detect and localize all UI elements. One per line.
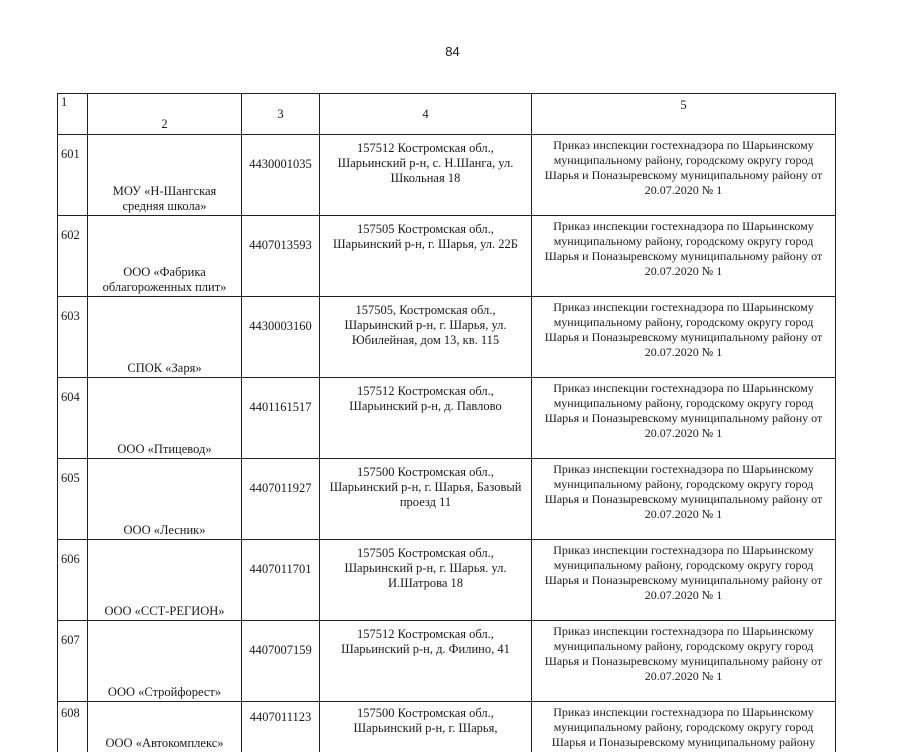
header-col-5: 5 [532,94,836,135]
header-col-1: 1 [58,94,88,135]
header-col-2: 2 [88,94,242,135]
inn-code: 4430001035 [242,135,320,216]
row-number: 606 [58,540,88,621]
table-row [58,621,836,702]
address: 157512 Костромская обл., Шарьинский р-н, д. Филино, 41 [320,621,532,702]
header-col-4: 4 [320,94,532,135]
header-row [58,94,836,135]
address: 157505 Костромская обл., Шарьинский р-н, г. Шарья. ул. И.Шатрова 18 [320,540,532,621]
organization-name: ООО «Автокомплекс» [88,702,242,752]
registry-table [57,93,836,752]
row-number: 608 [58,702,88,752]
address: 157500 Костромская обл., Шарьинский р-н, г. Шарья, [320,702,532,752]
basis-document: Приказ инспекции гостехнадзора по Шарьинскому муниципальному району, городскому округу город Шарья и Поназыревскому муниципальному району от 20.07.2020 № 1 [532,540,836,621]
address: 157505 Костромская обл., Шарьинский р-н, г. Шарья, ул. 22Б [320,216,532,297]
inn-code: 4401161517 [242,378,320,459]
page-number: 84 [0,44,905,59]
basis-document: Приказ инспекции гостехнадзора по Шарьинскому муниципальному району, городскому округу город Шарья и Поназыревскому муниципальному району от 20.07.2020 № 1 [532,459,836,540]
organization-name: ООО «Лесник» [88,459,242,540]
address: 157500 Костромская обл., Шарьинский р-н, г. Шарья, Базовый проезд 11 [320,459,532,540]
organization-name: ООО «Фабрика облагороженных плит» [88,216,242,297]
inn-code: 4407013593 [242,216,320,297]
basis-document: Приказ инспекции гостехнадзора по Шарьинскому муниципальному району, городскому округу город Шарья и Поназыревскому муниципальному району [532,702,836,752]
table-row [58,135,836,216]
basis-document: Приказ инспекции гостехнадзора по Шарьинскому муниципальному району, городскому округу город Шарья и Поназыревскому муниципальному району от 20.07.2020 № 1 [532,378,836,459]
address: 157512 Костромская обл., Шарьинский р-н, с. Н.Шанга, ул. Школьная 18 [320,135,532,216]
row-number: 604 [58,378,88,459]
row-number: 601 [58,135,88,216]
row-number: 603 [58,297,88,378]
inn-code: 4407007159 [242,621,320,702]
basis-document: Приказ инспекции гостехнадзора по Шарьинскому муниципальному району, городскому округу город Шарья и Поназыревскому муниципальному району от 20.07.2020 № 1 [532,621,836,702]
basis-document: Приказ инспекции гостехнадзора по Шарьинскому муниципальному району, городскому округу город Шарья и Поназыревскому муниципальному району от 20.07.2020 № 1 [532,135,836,216]
table-row [58,540,836,621]
address: 157505, Костромская обл., Шарьинский р-н, г. Шарья, ул. Юбилейная, дом 13, кв. 115 [320,297,532,378]
row-number: 602 [58,216,88,297]
inn-code: 4407011927 [242,459,320,540]
table-row [58,297,836,378]
table-row [58,459,836,540]
organization-name: ООО «Стройфорест» [88,621,242,702]
table-row [58,378,836,459]
inn-code: 4430003160 [242,297,320,378]
address: 157512 Костромская обл., Шарьинский р-н, д. Павлово [320,378,532,459]
organization-name: МОУ «Н-Шангская средняя школа» [88,135,242,216]
inn-code: 4407011701 [242,540,320,621]
organization-name: СПОК «Заря» [88,297,242,378]
header-col-3: 3 [242,94,320,135]
organization-name: ООО «Птицевод» [88,378,242,459]
row-number: 607 [58,621,88,702]
basis-document: Приказ инспекции гостехнадзора по Шарьинскому муниципальному району, городскому округу город Шарья и Поназыревскому муниципальному району от 20.07.2020 № 1 [532,297,836,378]
basis-document: Приказ инспекции гостехнадзора по Шарьинскому муниципальному району, городскому округу город Шарья и Поназыревскому муниципальному району от 20.07.2020 № 1 [532,216,836,297]
table-row [58,216,836,297]
inn-code: 4407011123 [242,702,320,752]
row-number: 605 [58,459,88,540]
table-row [58,702,836,752]
organization-name: ООО «ССТ-РЕГИОН» [88,540,242,621]
